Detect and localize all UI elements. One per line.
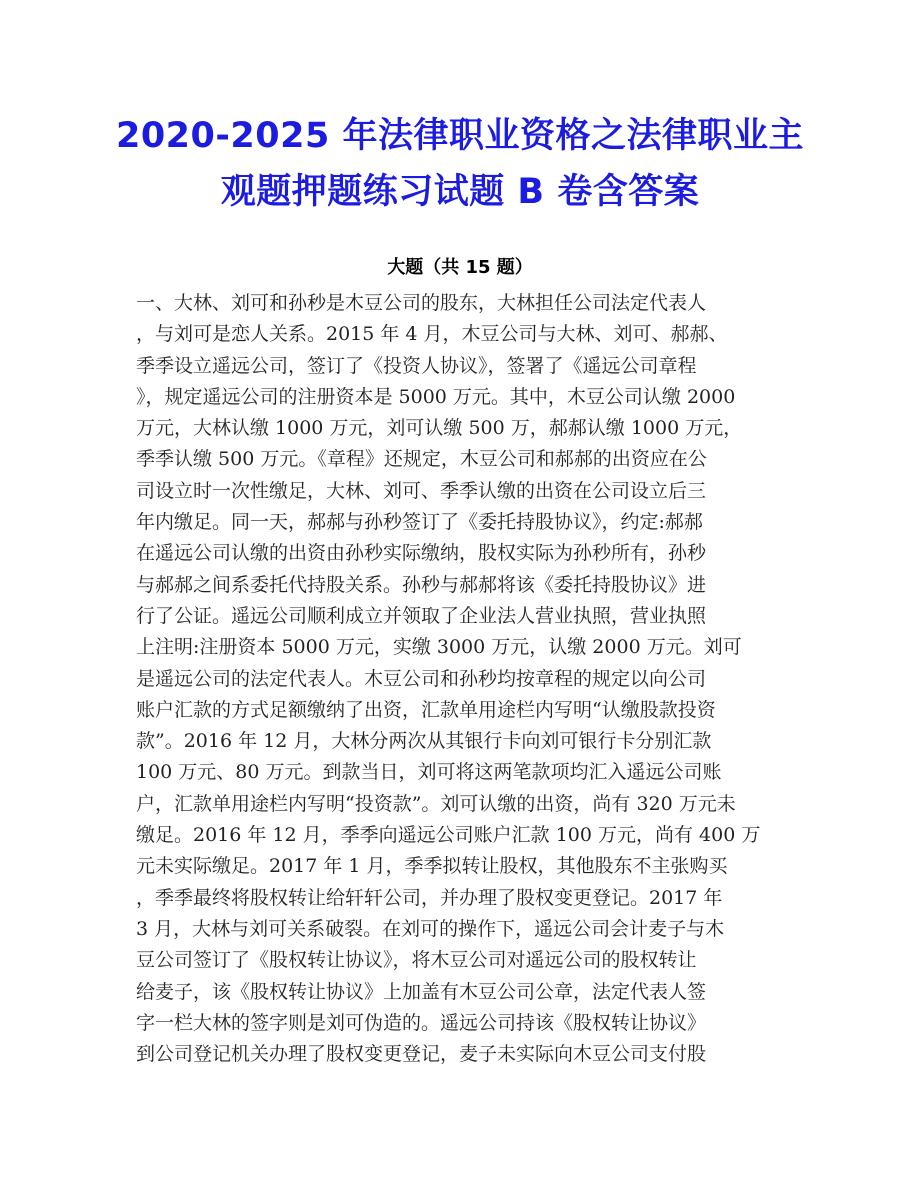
paragraph-line: 给麦子，该《股权转让协议》上加盖有木豆公司公章，法定代表人签 [136, 980, 707, 1003]
paragraph-line: ，季季最终将股权转让给轩轩公司，并办理了股权变更登记。2017 年 [136, 886, 723, 909]
paragraph-line: 》，规定遥远公司的注册资本是 5000 万元。其中，木豆公司认缴 2000 [136, 385, 736, 408]
paragraph-line: 元未实际缴足。2017 年 1 月，季季拟转让股权，其他股东不主张购买 [136, 855, 728, 878]
paragraph-line: 是遥远公司的法定代表人。木豆公司和孙秒均按章程的规定以向公司 [136, 667, 707, 690]
question-paragraph [136, 288, 796, 1070]
paragraph-line: 100 万元、80 万元。到款当日，刘可将这两笔款项均汇入遥远公司账 [136, 761, 722, 784]
paragraph-line: 季季设立遥远公司，签订了《投资人协议》，签署了《遥远公司章程 [136, 354, 697, 377]
paragraph-line: 3 月，大林与刘可关系破裂。在刘可的操作下，遥远公司会计麦子与木 [136, 917, 725, 940]
paragraph-line: 账户汇款的方式足额缴纳了出资，汇款单用途栏内写明“认缴股款投资 [136, 698, 716, 721]
section-heading: 大题（共 15 题） [387, 257, 533, 278]
title-line: 观题押题练习试题 B 卷含答案 [220, 172, 700, 212]
paragraph-line: 行了公证。遥远公司顺利成立并领取了企业法人营业执照，营业执照 [136, 604, 707, 627]
paragraph-line: 一、大林、刘可和孙秒是木豆公司的股东，大林担任公司法定代表人 [136, 292, 707, 314]
paragraph-line: 司设立时一次性缴足，大林、刘可、季季认缴的出资在公司设立后三 [136, 479, 707, 502]
paragraph-line: 万元，大林认缴 1000 万元，刘可认缴 500 万，郝郝认缴 1000 万元， [136, 417, 743, 440]
paragraph-line: 豆公司签订了《股权转让协议》，将木豆公司对遥远公司的股权转让 [136, 949, 697, 972]
paragraph-line: 缴足。2016 年 12 月，季季向遥远公司账户汇款 100 万元，尚有 400 万 [136, 824, 761, 847]
paragraph-line: 字一栏大林的签字则是刘可伪造的。遥远公司持该《股权转让协议》 [136, 1011, 707, 1034]
paragraph-line: 季季认缴 500 万元。《章程》还规定，木豆公司和郝郝的出资应在公 [136, 448, 707, 471]
paragraph-line: 上注明:注册资本 5000 万元，实缴 3000 万元，认缴 2000 万元。刘可 [136, 636, 742, 659]
paragraph-line: 与郝郝之间系委托代持股关系。孙秒与郝郝将该《委托持股协议》进 [136, 573, 707, 596]
paragraph-line: 到公司登记机关办理了股权变更登记，麦子未实际向木豆公司支付股 [136, 1043, 707, 1066]
title-line: 2020-2025 年法律职业资格之法律职业主 [115, 116, 805, 156]
paragraph-line: 在遥远公司认缴的出资由孙秒实际缴纳，股权实际为孙秒所有，孙秒 [136, 542, 707, 565]
paragraph-line: 款”。2016 年 12 月，大林分两次从其银行卡向刘可银行卡分别汇款 [136, 730, 712, 753]
paragraph-line: 户，汇款单用途栏内写明“投资款”。刘可认缴的出资，尚有 320 万元未 [136, 792, 736, 815]
paragraph-line: 年内缴足。同一天，郝郝与孙秒签订了《委托持股协议》，约定:郝郝 [136, 511, 703, 534]
paragraph-line: ，与刘可是恋人关系。2015 年 4 月，木豆公司与大林、刘可、郝郝、 [136, 323, 728, 346]
document-title [60, 108, 860, 220]
